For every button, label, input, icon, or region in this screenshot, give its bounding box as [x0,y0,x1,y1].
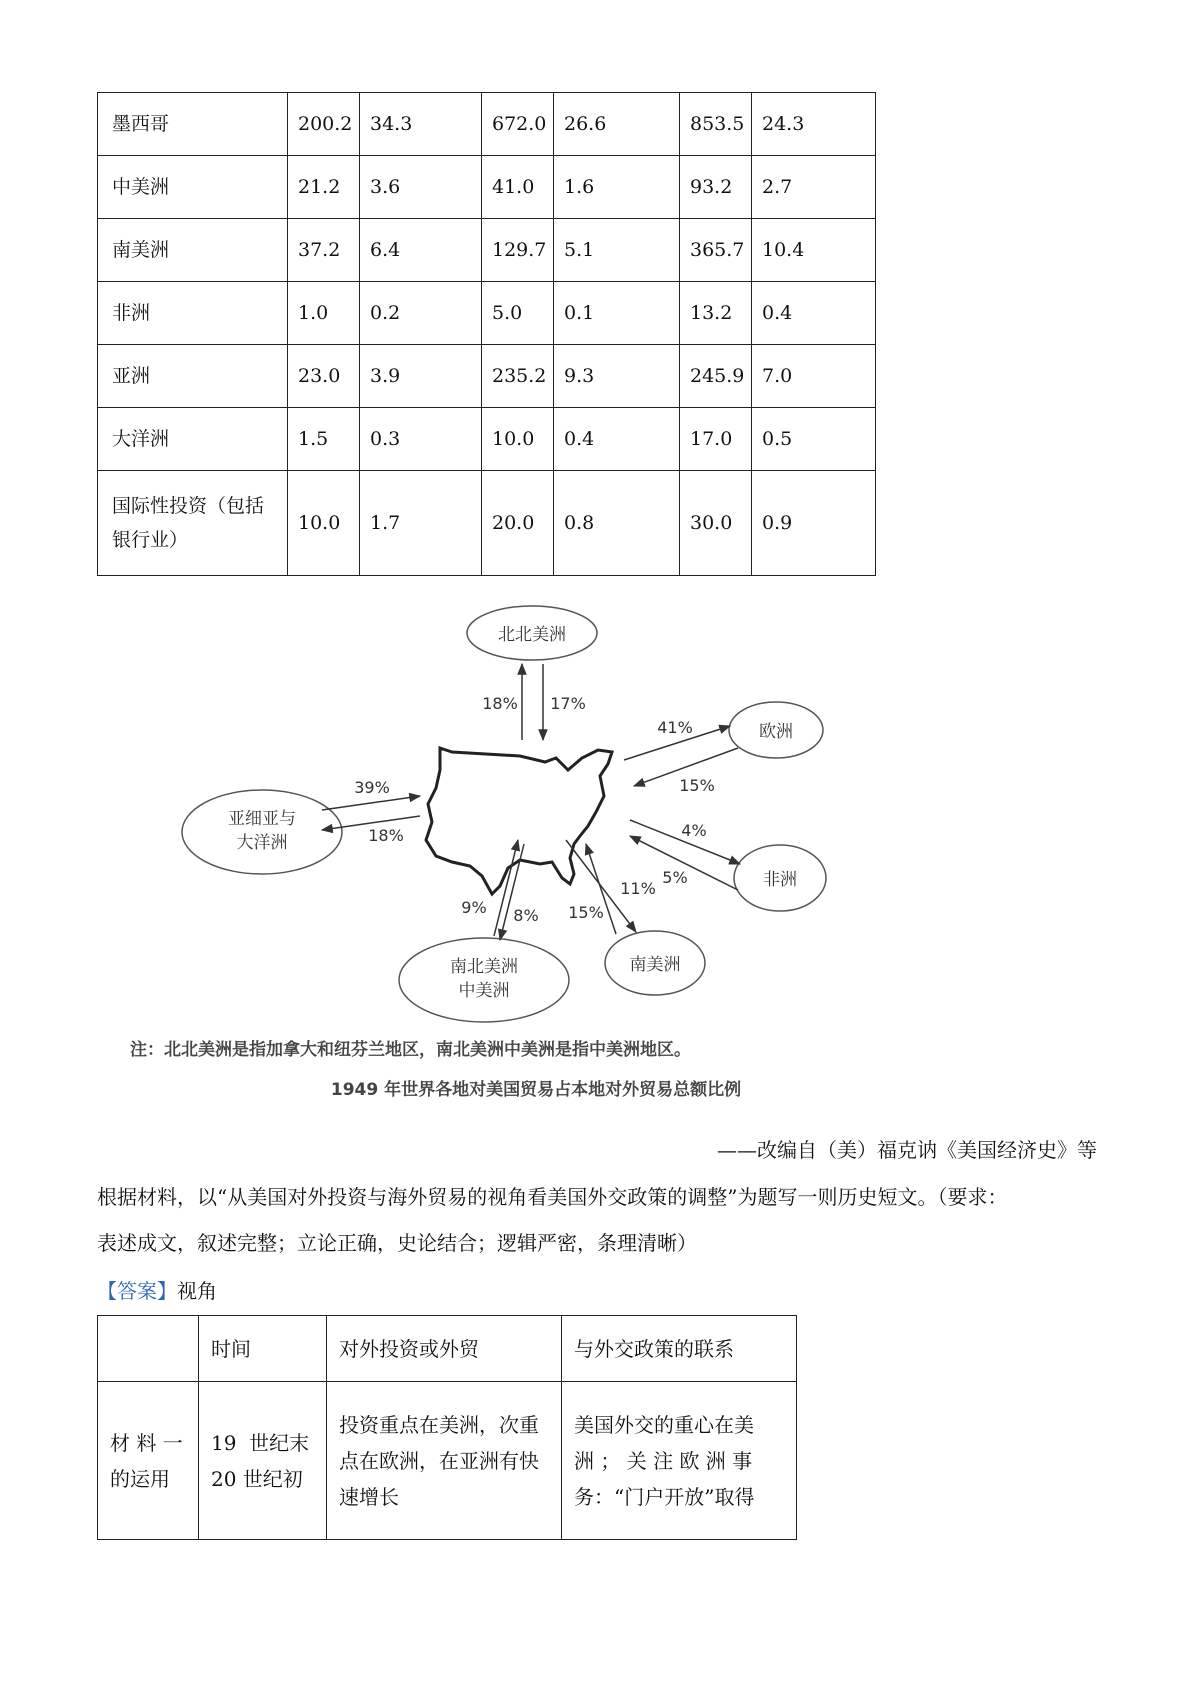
value-cell: 20.0 [482,471,554,576]
table-row [98,471,876,576]
value-cell: 34.3 [360,93,482,156]
value-cell: 0.8 [554,471,680,576]
answer-header-policy: 与外交政策的联系 [562,1316,797,1382]
europe-out-pct: 41% [657,718,693,737]
value-cell: 235.2 [482,345,554,408]
diagram-caption: 1949 年世界各地对美国贸易占本地对外贸易总额比例 [330,1080,742,1100]
value-cell: 0.4 [752,282,876,345]
value-cell: 0.5 [752,408,876,471]
value-cell: 365.7 [680,219,752,282]
value-cell: 21.2 [288,156,360,219]
region-cell: 非洲 [98,282,288,345]
south-out-pct: 11% [620,879,656,898]
answer-trade-line-3: 速增长 [339,1484,399,1509]
region-cell-line-2: 银行业） [112,529,189,551]
value-cell: 0.4 [554,408,680,471]
answer-intro: 视角 [177,1279,217,1303]
value-cell: 93.2 [680,156,752,219]
trade-diagram [0,600,1200,1100]
value-cell: 26.6 [554,93,680,156]
answer-policy-line-2: 洲 ； 关 注 欧 洲 事 [574,1448,753,1473]
answer-label-line-1: 材 料 一 [110,1430,183,1455]
answer-label-line-2: 的运用 [110,1466,170,1491]
africa-out-pct: 4% [681,821,707,840]
region-south-label: 南美洲 [629,955,681,975]
answer-policy-line-3: 务：“门户开放”取得 [574,1484,755,1509]
value-cell: 13.2 [680,282,752,345]
diagram-note: 注：北北美洲是指加拿大和纽芬兰地区，南北美洲中美洲是指中美洲地区。 [130,1040,691,1060]
central-out-pct: 9% [461,898,487,917]
table-row [98,219,876,282]
answer-policy-line-1: 美国外交的重心在美 [574,1412,754,1437]
value-cell: 10.0 [288,471,360,576]
value-cell: 0.9 [752,471,876,576]
answer-trade-line-1: 投资重点在美洲，次重 [339,1412,539,1437]
value-cell: 5.1 [554,219,680,282]
source-citation: ——改编自（美）福克讷《美国经济史》等 [717,1138,1097,1162]
value-cell: 200.2 [288,93,360,156]
region-cell: 南美洲 [98,219,288,282]
question-line-2: 表述成文，叙述完整；立论正确，史论结合；逻辑严密，条理清晰） [97,1231,697,1255]
answer-label-cell [98,1382,199,1540]
table-row [98,345,876,408]
value-cell: 37.2 [288,219,360,282]
south-in-pct: 15% [568,903,604,922]
value-cell: 1.0 [288,282,360,345]
value-cell: 0.3 [360,408,482,471]
region-africa-label: 非洲 [763,870,797,890]
region-asia-oceania [182,790,342,874]
value-cell: 17.0 [680,408,752,471]
region-europe-label: 欧洲 [759,722,793,742]
africa-in-pct: 5% [662,868,688,887]
answer-header-trade: 对外投资或外贸 [327,1316,562,1382]
value-cell: 7.0 [752,345,876,408]
value-cell: 3.9 [360,345,482,408]
answer-time-line-2: 20 世纪初 [211,1466,303,1491]
region-north-label: 北北美洲 [498,625,566,645]
investment-table-body [98,93,876,576]
region-central-label-1: 南北美洲 [450,957,518,977]
europe-in-pct: 15% [679,776,715,795]
answer-heading [97,1274,217,1308]
value-cell: 10.4 [752,219,876,282]
region-cell: 墨西哥 [98,93,288,156]
value-cell: 23.0 [288,345,360,408]
north-in-pct: 17% [550,694,586,713]
answer-trade-line-2: 点在欧洲，在亚洲有快 [339,1448,539,1473]
investment-table [97,92,876,576]
usa-map-outline [426,748,612,894]
region-central-america [399,938,569,1022]
value-cell: 5.0 [482,282,554,345]
value-cell: 41.0 [482,156,554,219]
value-cell: 1.6 [554,156,680,219]
value-cell: 24.3 [752,93,876,156]
value-cell: 10.0 [482,408,554,471]
asia-in-pct: 18% [368,826,404,845]
region-central-label-2: 中美洲 [458,981,510,1001]
value-cell: 9.3 [554,345,680,408]
value-cell: 245.9 [680,345,752,408]
value-cell: 1.7 [360,471,482,576]
value-cell: 0.2 [360,282,482,345]
table-row [98,93,876,156]
question-line-1: 根据材料，以“从美国对外投资与海外贸易的视角看美国外交政策的调整”为题写一则历史短文。（要求： [97,1185,1008,1209]
value-cell: 0.1 [554,282,680,345]
value-cell: 2.7 [752,156,876,219]
answer-header-0 [98,1316,199,1382]
answer-row-material-1 [98,1382,797,1540]
region-asia-label-2: 大洋洲 [236,833,288,853]
value-cell: 3.6 [360,156,482,219]
value-cell: 6.4 [360,219,482,282]
table-row [98,282,876,345]
value-cell: 30.0 [680,471,752,576]
answer-time-line-1: 19 世纪末 [211,1430,310,1455]
table-row [98,156,876,219]
central-in-pct: 8% [513,906,539,925]
region-asia-label-1: 亚细亚与 [228,809,296,829]
answer-tag: 【答案】 [97,1279,177,1303]
answer-header-row [98,1316,797,1382]
answer-policy-cell [562,1382,797,1540]
region-cell [98,471,288,576]
answer-trade-cell [327,1382,562,1540]
region-cell: 大洋洲 [98,408,288,471]
value-cell: 672.0 [482,93,554,156]
value-cell: 853.5 [680,93,752,156]
value-cell: 1.5 [288,408,360,471]
region-cell-line-1: 国际性投资（包括 [112,495,265,517]
answer-table [97,1315,797,1540]
answer-header-time: 时间 [199,1316,327,1382]
table-row [98,408,876,471]
region-cell: 中美洲 [98,156,288,219]
answer-time-cell [199,1382,327,1540]
region-cell: 亚洲 [98,345,288,408]
value-cell: 129.7 [482,219,554,282]
north-out-pct: 18% [482,694,518,713]
asia-out-pct: 39% [354,778,390,797]
